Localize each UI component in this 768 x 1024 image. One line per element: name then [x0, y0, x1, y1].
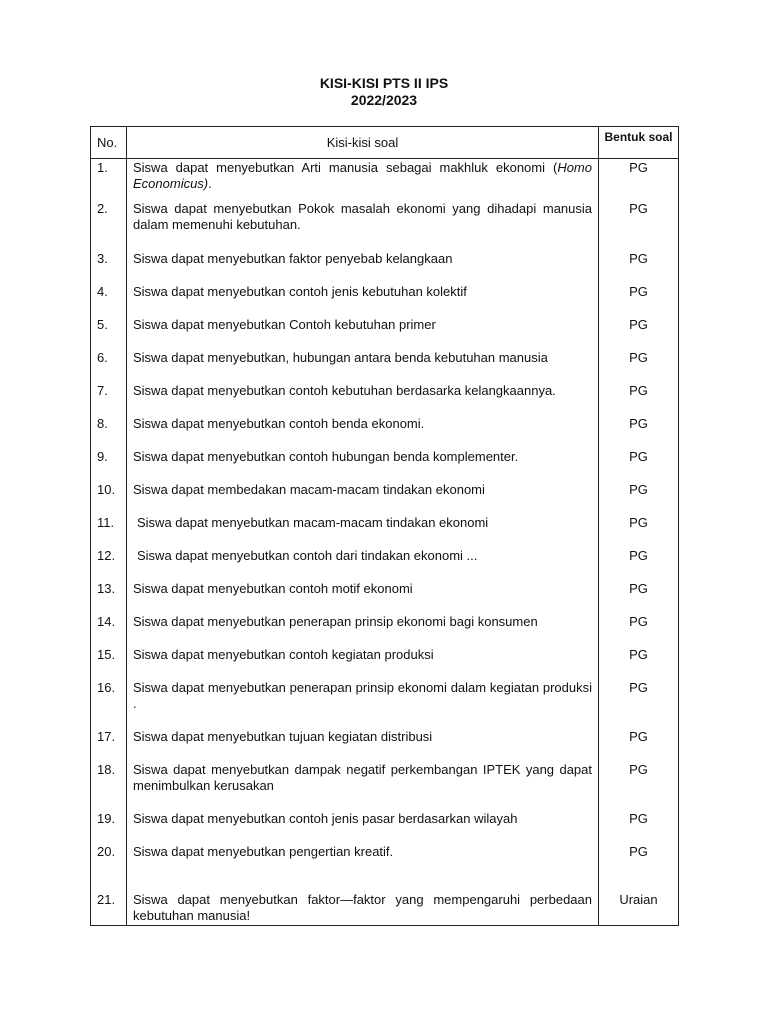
table-row: [91, 283, 679, 316]
row-number: 4.: [91, 283, 127, 316]
row-kisi: Siswa dapat menyebutkan contoh jenis kebutuhan kolektif: [127, 283, 599, 316]
row-number: 6.: [91, 349, 127, 382]
table-row: [91, 159, 679, 201]
row-kisi: Siswa dapat membedakan macam-macam tindakan ekonomi: [127, 481, 599, 514]
row-kisi: [127, 159, 599, 201]
row-kisi: Siswa dapat menyebutkan contoh benda ekonomi.: [127, 415, 599, 448]
header-bentuk-soal: Bentuk soal: [599, 127, 679, 159]
table-row: [91, 200, 679, 250]
row-bentuk: PG: [599, 810, 679, 843]
table-row: [91, 382, 679, 415]
row-bentuk: PG: [599, 613, 679, 646]
row-bentuk: PG: [599, 761, 679, 810]
table-row: [91, 728, 679, 761]
row-number: 21.: [91, 875, 127, 926]
row-kisi: Siswa dapat menyebutkan contoh jenis pasar berdasarkan wilayah: [127, 810, 599, 843]
row-bentuk: PG: [599, 843, 679, 875]
row-number: 5.: [91, 316, 127, 349]
row-bentuk: PG: [599, 547, 679, 580]
document-year: 2022/2023: [350, 92, 418, 108]
row-kisi: Siswa dapat menyebutkan contoh hubungan benda komplementer.: [127, 448, 599, 481]
row-bentuk: PG: [599, 250, 679, 283]
row-number: 17.: [91, 728, 127, 761]
row-number: 15.: [91, 646, 127, 679]
row-number: 9.: [91, 448, 127, 481]
kisi-kisi-table: [90, 126, 679, 926]
row-number: 11.: [91, 514, 127, 547]
row-number: 13.: [91, 580, 127, 613]
row-kisi: Siswa dapat menyebutkan, hubungan antara benda kebutuhan manusia: [127, 349, 599, 382]
row-kisi: Siswa dapat menyebutkan contoh kegiatan produksi: [127, 646, 599, 679]
row-kisi: Siswa dapat menyebutkan penerapan prinsip ekonomi bagi konsumen: [127, 613, 599, 646]
table-row: [91, 481, 679, 514]
table-row: [91, 316, 679, 349]
row-number: 3.: [91, 250, 127, 283]
table-row: [91, 679, 679, 728]
table-row: [91, 613, 679, 646]
table-row: [91, 349, 679, 382]
row-number: 12.: [91, 547, 127, 580]
row-bentuk: PG: [599, 728, 679, 761]
header-kisi-kisi-soal: Kisi-kisi soal: [127, 127, 599, 159]
row-number: 1.: [91, 159, 127, 201]
row-bentuk: PG: [599, 481, 679, 514]
row-kisi-text: Siswa dapat menyebutkan contoh dari tindakan ekonomi ...: [137, 548, 478, 563]
row-kisi: Siswa dapat menyebutkan tujuan kegiatan distribusi: [127, 728, 599, 761]
row-bentuk: Uraian: [599, 875, 679, 926]
row-kisi: Siswa dapat menyebutkan penerapan prinsip ekonomi dalam kegiatan produksi .: [127, 679, 599, 728]
row-number: 20.: [91, 843, 127, 875]
row-number: 8.: [91, 415, 127, 448]
row-kisi-italic: Homo Economicus): [133, 160, 592, 191]
row-kisi-text-end: .: [208, 176, 212, 191]
table-row: [91, 250, 679, 283]
table-row: [91, 875, 679, 926]
table-row: [91, 415, 679, 448]
table-row: [91, 514, 679, 547]
row-bentuk: PG: [599, 349, 679, 382]
table-row: [91, 448, 679, 481]
row-number: 19.: [91, 810, 127, 843]
row-bentuk: PG: [599, 316, 679, 349]
table-row: [91, 810, 679, 843]
table-row: [91, 646, 679, 679]
table-row: [91, 843, 679, 875]
row-kisi: Siswa dapat menyebutkan Contoh kebutuhan primer: [127, 316, 599, 349]
header-no: No.: [91, 127, 127, 159]
row-bentuk: PG: [599, 200, 679, 250]
row-number: 7.: [91, 382, 127, 415]
row-number: 10.: [91, 481, 127, 514]
row-kisi-text: Siswa dapat menyebutkan Arti manusia sebagai makhluk ekonomi (: [133, 160, 558, 175]
table-header-row: [91, 127, 679, 159]
row-bentuk: PG: [599, 415, 679, 448]
table-row: [91, 547, 679, 580]
row-kisi: Siswa dapat menyebutkan contoh motif ekonomi: [127, 580, 599, 613]
row-kisi: Siswa dapat menyebutkan faktor—faktor yang mempengaruhi perbedaan kebutuhan manusia!: [127, 875, 599, 926]
row-kisi: Siswa dapat menyebutkan dampak negatif perkembangan IPTEK yang dapat menimbulkan kerusakan: [127, 761, 599, 810]
table-row: [91, 761, 679, 810]
row-bentuk: PG: [599, 448, 679, 481]
row-bentuk: PG: [599, 580, 679, 613]
row-kisi: [127, 547, 599, 580]
row-kisi: Siswa dapat menyebutkan faktor penyebab kelangkaan: [127, 250, 599, 283]
row-number: 16.: [91, 679, 127, 728]
row-bentuk: PG: [599, 382, 679, 415]
row-kisi-text: Siswa dapat menyebutkan macam-macam tindakan ekonomi: [137, 515, 489, 530]
row-bentuk: PG: [599, 514, 679, 547]
row-number: 14.: [91, 613, 127, 646]
table-row: [91, 580, 679, 613]
row-bentuk: PG: [599, 646, 679, 679]
row-kisi: [127, 514, 599, 547]
row-kisi: Siswa dapat menyebutkan contoh kebutuhan berdasarka kelangkaannya.: [127, 382, 599, 415]
row-bentuk: PG: [599, 679, 679, 728]
row-kisi: Siswa dapat menyebutkan pengertian kreatif.: [127, 843, 599, 875]
row-number: 18.: [91, 761, 127, 810]
row-kisi: Siswa dapat menyebutkan Pokok masalah ekonomi yang dihadapi manusia dalam memenuhi kebutuhan.: [127, 200, 599, 250]
row-bentuk: PG: [599, 283, 679, 316]
document-title: KISI-KISI PTS II IPS: [319, 75, 449, 91]
row-bentuk: PG: [599, 159, 679, 201]
row-number: 2.: [91, 200, 127, 250]
